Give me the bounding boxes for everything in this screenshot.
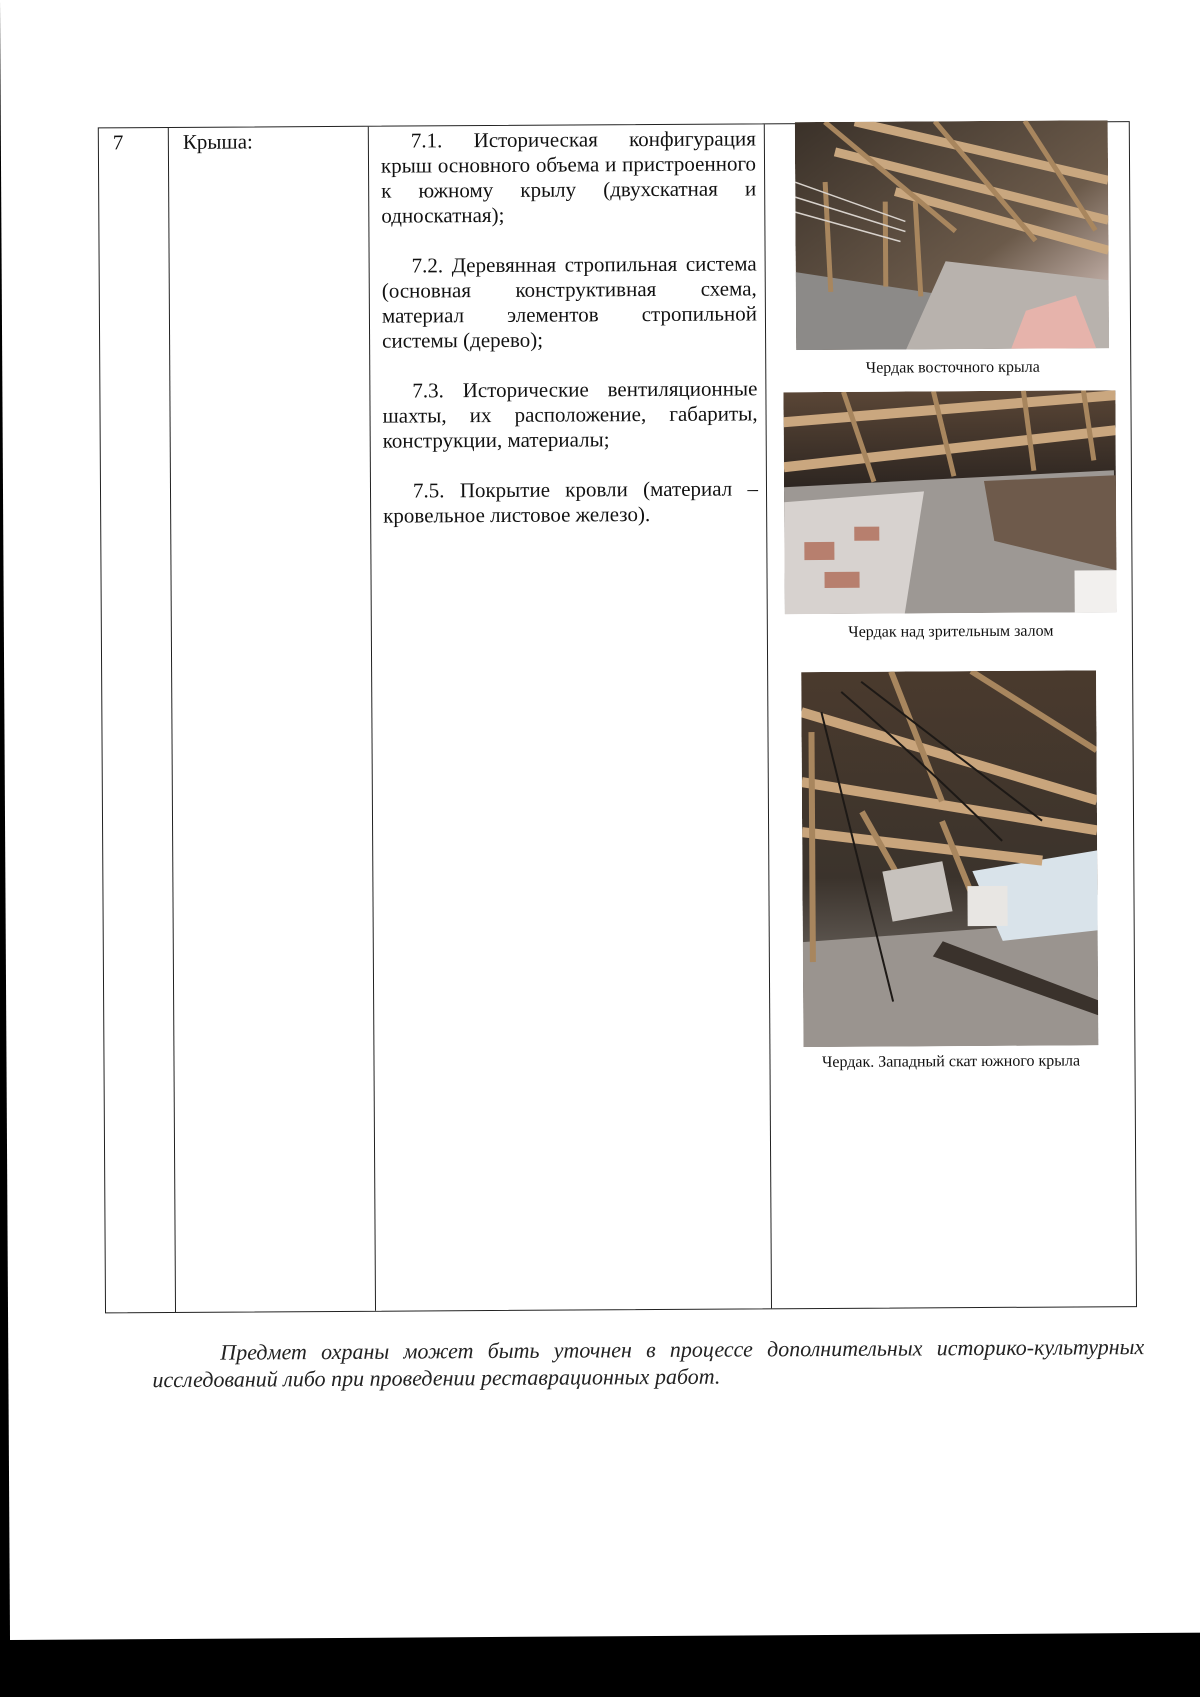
protection-note: Предмет охраны может быть уточнен в процессе дополнительных историко-культурных исследований либо при проведении реставрационных работ. xyxy=(152,1334,1145,1393)
attic-photo-image xyxy=(783,390,1116,614)
column-divider xyxy=(764,124,772,1308)
scan-border xyxy=(0,1640,1200,1697)
attic-photo-image xyxy=(795,120,1109,350)
attic-photo-auditorium xyxy=(783,390,1116,614)
column-divider xyxy=(368,127,376,1311)
element-name: Крыша: xyxy=(182,129,253,154)
attic-photo-south-wing xyxy=(801,670,1098,1047)
row-number: 7 xyxy=(112,130,124,155)
protection-item-7-5: 7.5. Покрытие кровли (материал – кровельное листовое железо). xyxy=(383,476,759,528)
protection-item-7-1: 7.1. Историческая конфигурация крыш основного объема и пристроенного к южному крылу (двухскатная и односкатная); xyxy=(380,126,757,228)
protection-item-7-3: 7.3. Исторические вентиляционные шахты, их расположение, габариты, конструкции, материалы; xyxy=(382,376,758,453)
protection-items xyxy=(381,126,759,553)
column-divider xyxy=(168,128,176,1312)
photo-caption: Чердак восточного крыла xyxy=(865,358,1040,377)
protection-item-7-2: 7.2. Деревянная стропильная система (основная конструктивная схема, материал элементов стропильной системы (дерево); xyxy=(381,251,758,353)
attic-photo-image xyxy=(801,670,1098,1047)
photo-caption: Чердак. Западный скат южного крыла xyxy=(821,1052,1081,1071)
photo-caption: Чердак над зрительным залом xyxy=(848,622,1054,641)
attic-photo-east-wing xyxy=(795,120,1109,350)
protection-table xyxy=(98,121,1137,1313)
